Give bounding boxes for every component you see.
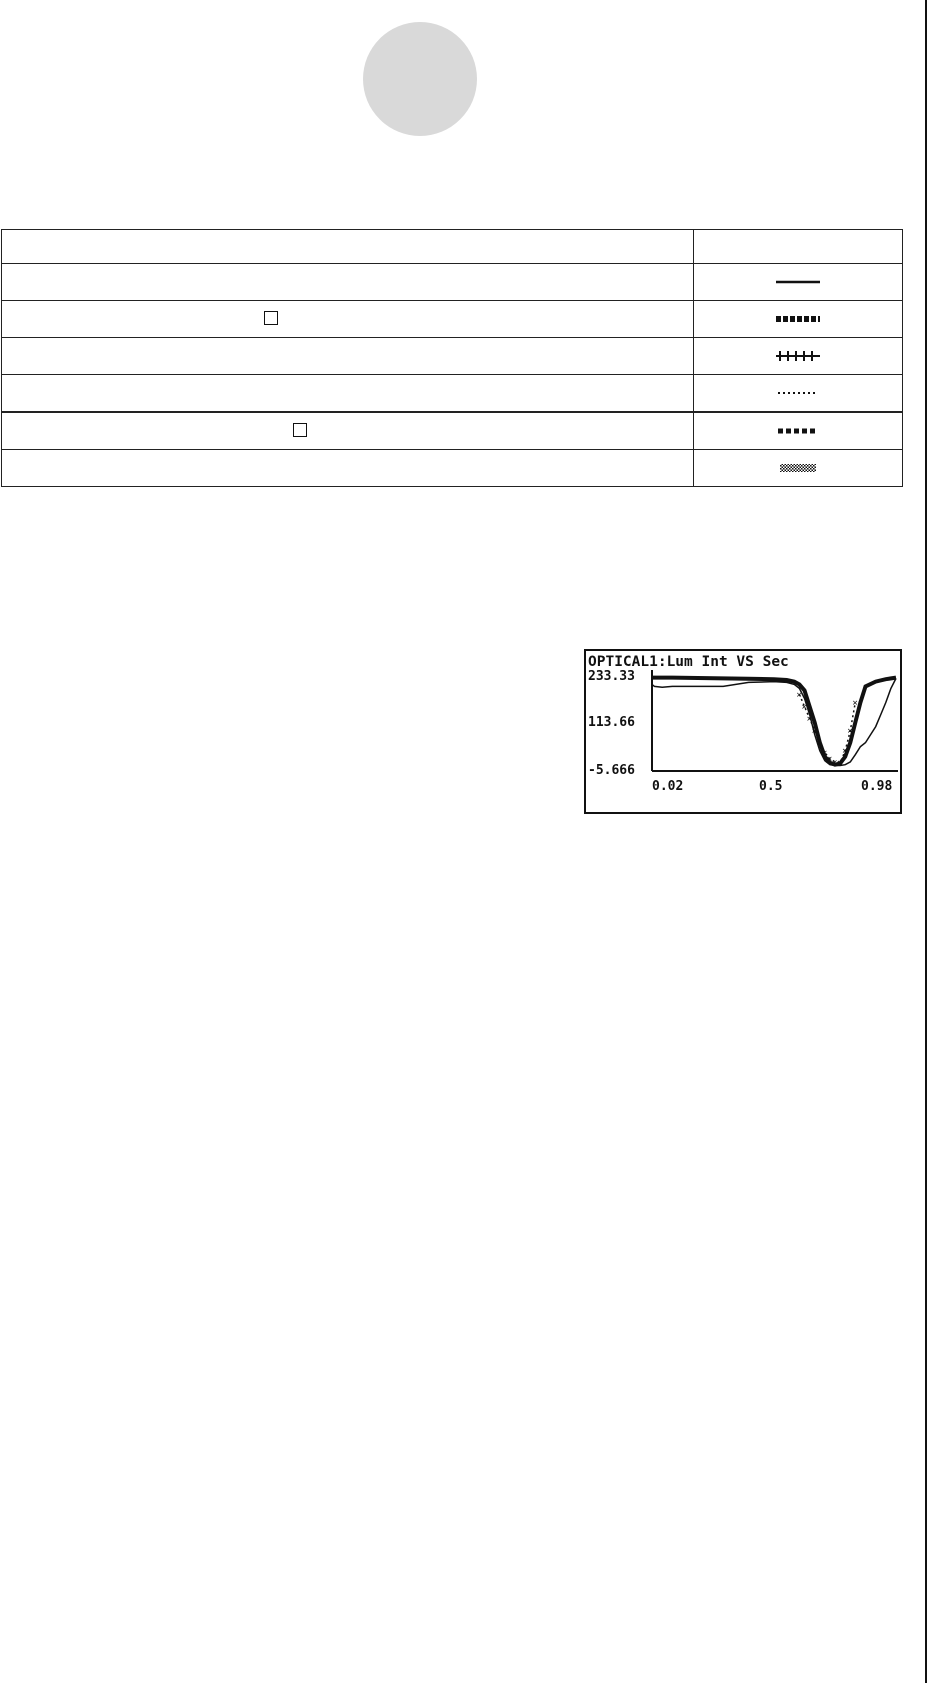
dashed-line-sample — [774, 426, 822, 436]
data-point-x-marker: × — [801, 702, 807, 713]
data-point-x-marker: × — [826, 754, 833, 765]
dotted-line-sample — [774, 388, 822, 398]
x-tick-label: 0.02 — [652, 779, 684, 794]
table-cell-sample — [694, 301, 903, 338]
table-cell-sample — [694, 412, 903, 450]
table-row — [2, 264, 903, 301]
table-cell-sample — [694, 338, 903, 375]
data-point-x-marker: × — [852, 698, 858, 709]
y-tick-label: -5.666 — [588, 763, 635, 778]
data-point-x-marker: × — [811, 726, 818, 737]
table-row — [2, 450, 903, 487]
table-cell-desc — [2, 301, 694, 338]
page-edge-rule — [925, 0, 927, 1683]
table-cell-desc — [2, 412, 694, 450]
series-line-1 — [652, 678, 896, 765]
table-row — [2, 301, 903, 338]
table-cell-desc — [2, 264, 694, 301]
x-tick-label: 0.5 — [759, 779, 783, 794]
thick-dashed-line-sample — [774, 314, 822, 324]
table-header-row — [2, 230, 903, 264]
data-point-x-marker: × — [816, 738, 823, 749]
data-point-x-marker: × — [837, 758, 843, 769]
graph-title: OPTICAL1:Lum Int VS Sec — [588, 654, 789, 670]
table-cell-sample — [694, 375, 903, 413]
checkbox-icon — [264, 311, 278, 325]
table-cell-desc — [2, 375, 694, 413]
calculator-graph-screen — [584, 649, 902, 814]
table-row — [2, 375, 903, 413]
y-tick-label: 113.66 — [588, 715, 635, 730]
hatched-line-sample — [774, 462, 822, 474]
table-cell-desc — [2, 450, 694, 487]
solid-line-sample — [774, 277, 822, 287]
x-tick-label: 0.98 — [861, 779, 893, 794]
table-header-cell — [2, 230, 694, 264]
crossed-line-sample — [774, 350, 822, 362]
data-point-x-marker: × — [796, 690, 802, 701]
y-tick-label: 233.33 — [588, 669, 635, 684]
table-row — [2, 412, 903, 450]
checkbox-icon — [293, 423, 307, 437]
table-header-cell-sample — [694, 230, 903, 264]
table-cell-desc — [2, 338, 694, 375]
table-cell-sample — [694, 264, 903, 301]
step-number-circle — [363, 22, 477, 136]
data-point-x-marker: × — [821, 748, 828, 759]
table-row — [2, 338, 903, 375]
data-point-x-marker: × — [832, 757, 838, 768]
line-style-table — [1, 229, 903, 487]
data-point-x-marker: × — [842, 746, 848, 757]
table-cell-sample — [694, 450, 903, 487]
data-point-x-marker: × — [806, 714, 813, 725]
data-point-x-marker: × — [847, 726, 853, 737]
series-line-2 — [652, 678, 896, 765]
graph-plot — [586, 651, 900, 812]
